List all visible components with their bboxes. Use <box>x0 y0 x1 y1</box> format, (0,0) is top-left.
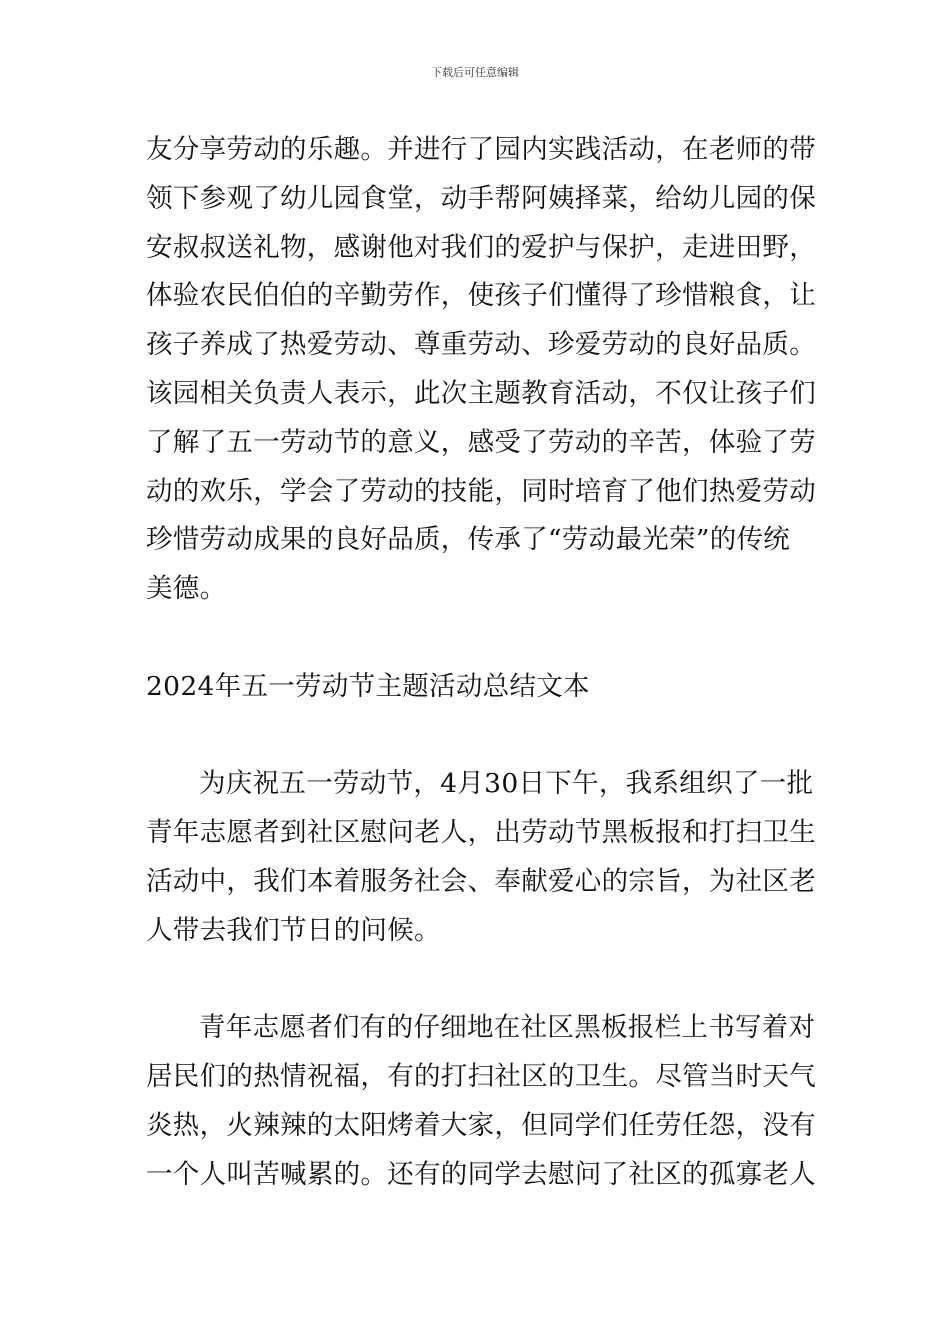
paragraph-line: 活动中，我们本着服务社会、奉献爱心的宗旨，为社区老 <box>146 865 816 897</box>
paragraph-spacer <box>146 614 806 663</box>
paragraph-line: 人带去我们节日的问候。 <box>146 914 441 946</box>
paragraph-spacer <box>146 712 806 761</box>
paragraph-spacer <box>146 956 806 1005</box>
document-body <box>146 126 816 1200</box>
paragraph-line: 孩子养成了热爱劳动、尊重劳动、珍爱劳动的良好品质。 <box>146 329 816 361</box>
paragraph-line: 居民们的热情祝福，有的打扫社区的卫生。尽管当时天气 <box>146 1061 816 1093</box>
paragraph-2 <box>146 760 816 955</box>
paragraph-line: 体验农民伯伯的辛勤劳作，使孩子们懂得了珍惜粮食，让 <box>146 280 816 312</box>
paragraph-line: 珍惜劳动成果的良好品质，传承了“劳动最光荣”的传统 <box>146 524 791 556</box>
paragraph-line: 一个人叫苦喊累的。还有的同学去慰问了社区的孤寡老人 <box>146 1158 816 1190</box>
paragraph-line: 领下参观了幼儿园食堂，动手帮阿姨择菜，给幼儿园的保 <box>146 182 816 214</box>
page-header: 下载后可任意编辑 <box>431 66 519 79</box>
paragraph-1 <box>146 126 816 614</box>
paragraph-line: 美德。 <box>146 573 227 605</box>
paragraph-line: 动的欢乐，学会了劳动的技能，同时培育了他们热爱劳动 <box>146 475 816 507</box>
paragraph-line: 了解了五一劳动节的意义，感受了劳动的辛苦，体验了劳 <box>146 426 816 458</box>
section-title: 2024年五一劳动节主题活动总结文本 <box>146 670 590 702</box>
paragraph-3 <box>146 1004 816 1199</box>
paragraph-line: 该园相关负责人表示，此次主题教育活动，不仅让孩子们 <box>146 377 816 409</box>
paragraph-line: 青年志愿者到社区慰问老人，出劳动节黑板报和打扫卫生 <box>146 817 816 849</box>
paragraph-line: 为庆祝五一劳动节，4月30日下午，我系组织了一批 <box>199 768 814 800</box>
paragraph-line: 安叔叔送礼物，感谢他对我们的爱护与保护，走进田野， <box>146 231 816 263</box>
paragraph-line: 炎热，火辣辣的太阳烤着大家，但同学们任劳任怨，没有 <box>146 1109 816 1141</box>
paragraph-line: 青年志愿者们有的仔细地在社区黑板报栏上书写着对 <box>199 1012 816 1044</box>
paragraph-line: 友分享劳动的乐趣。并进行了园内实践活动，在老师的带 <box>146 134 816 165</box>
